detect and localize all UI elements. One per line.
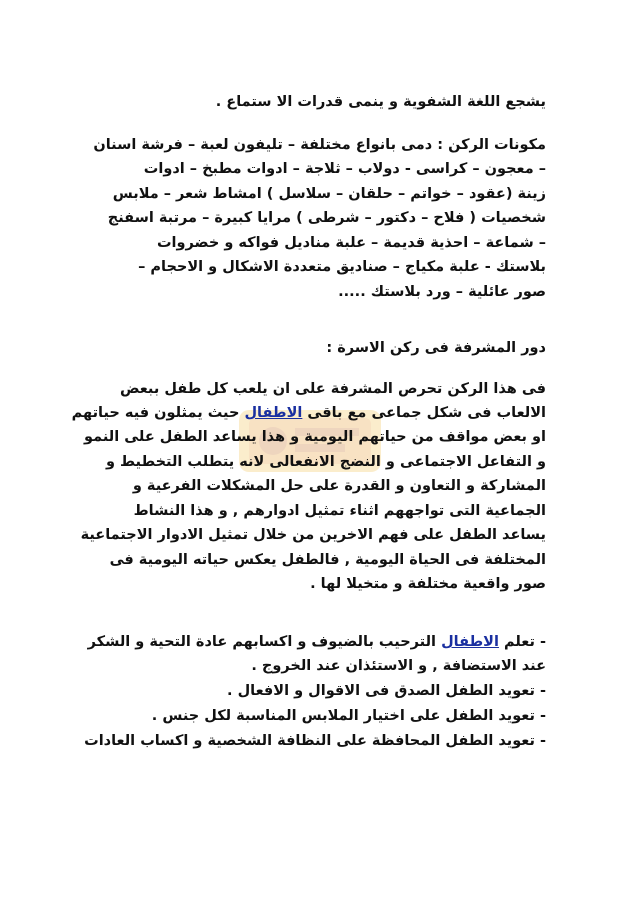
role-paragraph-line: فى هذا الركن تحرص المشرفة على ان يلعب كل طفل ببعض — [119, 381, 546, 397]
components-line: مكونات الركن : دمى بانواع مختلفة – تليفون لعبة – فرشة اسنان — [93, 137, 546, 153]
components-line: – شماعة – احذية قديمة – علبة مناديل فواكه و خضروات — [156, 235, 546, 251]
role-paragraph-line: المختلفة فى الحياة اليومية , فالطفل يعكس حياته اليومية فى — [109, 552, 546, 568]
components-line: – معجون – كراسى - دولاب – ثلاجة – ادوات مطبخ – ادوات — [143, 161, 546, 177]
role-paragraph-line: المشاركة و التعاون و القدرة على حل المشكلات الفرعية و — [132, 478, 546, 494]
text-segment: الترحيب بالضيوف و اكسابهم عادة التحية و الشكر — [87, 634, 442, 650]
role-paragraph-line: و التفاعل الاجتماعى و النضج الانفعالى لانه يتطلب التخطيط و — [105, 454, 546, 470]
components-line: بلاستك - علبة مكياج – صناديق متعددة الاشكال و الاحجام – — [138, 259, 546, 275]
role-heading: دور المشرفة فى ركن الاسرة : — [326, 340, 546, 356]
role-paragraph-line: صور واقعية مختلفة و متخيلا لها . — [310, 576, 546, 592]
text-segment: الالعاب فى شكل جماعى مع باقى — [302, 405, 546, 421]
components-line: زينة (عقود – خواتم – حلقان – سلاسل ) امشاط شعر – ملابس — [112, 186, 546, 202]
goal-item: - تعويد الطفل على اختيار الملابس المناسبة لكل جنس . — [151, 708, 546, 724]
intro-line: يشجع اللغة الشفوية و ينمى قدرات الا ستماع . — [215, 94, 546, 110]
goal-item: - تعويد الطفل المحافظة على النظافة الشخصية و اكساب العادات — [84, 733, 546, 749]
role-paragraph-line: الجماعية التى تواجههم اثناء تمثيل ادوارهم , و هذا النشاط — [133, 503, 546, 519]
goal-item — [66, 632, 546, 652]
text-segment: - تعلم — [498, 634, 546, 650]
components-line: صور عائلية – ورد بلاستك ..... — [338, 284, 546, 300]
text-segment: حيث يمثلون فيه حياتهم — [71, 405, 245, 421]
children-link[interactable]: الاطفال — [441, 634, 499, 650]
role-paragraph-line — [66, 403, 546, 423]
goal-item: - تعويد الطفل الصدق فى الاقوال و الافعال . — [227, 683, 546, 699]
children-link[interactable]: الاطفال — [244, 405, 303, 421]
role-paragraph-line: يساعد الطفل على فهم الاخرين من خلال تمثيل الادوار الاجتماعية — [80, 527, 546, 543]
role-paragraph-line: او بعض مواقف من حياتهم اليومية و هذا يساعد الطفل على النمو — [84, 429, 546, 445]
components-line: شخصيات ( فلاح – دكتور – شرطى ) مرايا كبيرة – مرتبة اسفنج — [107, 210, 546, 226]
goal-item: عند الاستضافة , و الاستئذان عند الخروج . — [251, 658, 546, 674]
